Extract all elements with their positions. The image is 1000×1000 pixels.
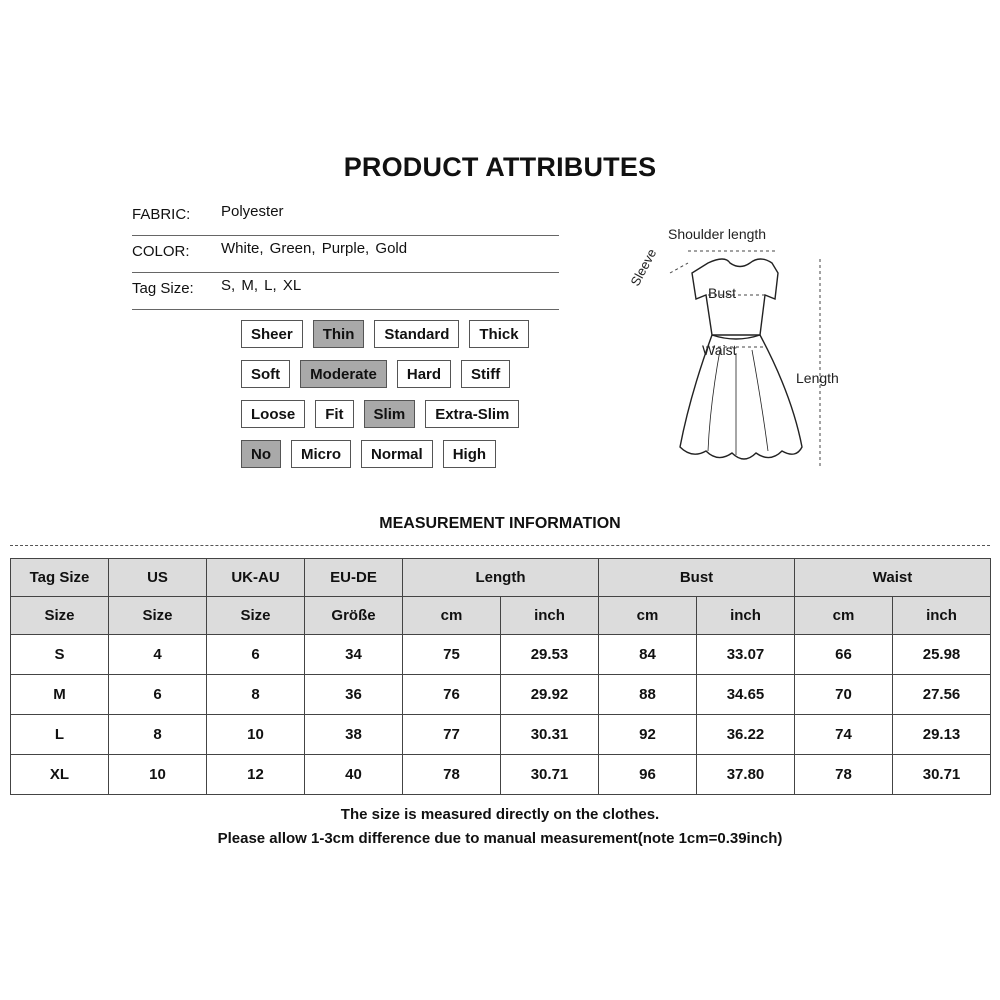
info-row-tag-size <box>132 272 559 310</box>
table-cell: 36.22 <box>697 715 795 755</box>
option-chip: Stiff <box>461 360 510 388</box>
table-cell: 10 <box>109 755 207 795</box>
table-body <box>11 635 991 795</box>
bust-label: Bust <box>708 285 737 301</box>
option-chip: High <box>443 440 496 468</box>
table-cell: 74 <box>795 715 893 755</box>
table-cell: 4 <box>109 635 207 675</box>
option-chip: Sheer <box>241 320 303 348</box>
sleeve-measure-line <box>670 263 688 273</box>
header-cell: Größe <box>305 597 403 635</box>
table-cell: 27.56 <box>893 675 991 715</box>
dress-skirt <box>680 335 802 459</box>
info-row-color <box>132 235 559 273</box>
header-cell: cm <box>403 597 501 635</box>
table-cell: 75 <box>403 635 501 675</box>
header-cell: US <box>109 559 207 597</box>
table-cell: 77 <box>403 715 501 755</box>
note-line: The size is measured directly on the clothes. <box>340 806 660 823</box>
header-cell: Bust <box>599 559 795 597</box>
info-label: COLOR: <box>132 243 190 260</box>
header-row-sub <box>11 597 991 635</box>
option-chip: Soft <box>241 360 290 388</box>
attr-options <box>241 440 496 468</box>
header-cell: cm <box>599 597 697 635</box>
header-cell: EU-DE <box>305 559 403 597</box>
dress-diagram <box>620 215 860 485</box>
table-cell: 76 <box>403 675 501 715</box>
measurement-table <box>10 558 991 795</box>
info-value: White, Green, Purple, Gold <box>221 240 408 257</box>
option-chip: Extra-Slim <box>425 400 519 428</box>
table-cell: 96 <box>599 755 697 795</box>
table-cell: 78 <box>795 755 893 795</box>
attr-options <box>241 400 519 428</box>
table-cell: L <box>11 715 109 755</box>
header-cell: inch <box>697 597 795 635</box>
table-cell: 34.65 <box>697 675 795 715</box>
table-cell: 33.07 <box>697 635 795 675</box>
table-cell: 37.80 <box>697 755 795 795</box>
table-cell: 12 <box>207 755 305 795</box>
info-value: S, M, L, XL <box>221 277 302 294</box>
table-cell: 10 <box>207 715 305 755</box>
info-label: Tag Size: <box>132 280 194 297</box>
table-cell: 29.13 <box>893 715 991 755</box>
table-cell: 6 <box>207 635 305 675</box>
skirt-folds <box>708 350 768 455</box>
table-cell: 66 <box>795 635 893 675</box>
header-cell: Length <box>403 559 599 597</box>
header-cell: Size <box>11 597 109 635</box>
dashed-divider <box>10 545 990 546</box>
table-cell: 78 <box>403 755 501 795</box>
option-chip: No <box>241 440 281 468</box>
table-row <box>11 755 991 795</box>
table-cell: 92 <box>599 715 697 755</box>
option-chip: Fit <box>315 400 353 428</box>
header-cell: Waist <box>795 559 991 597</box>
table-cell: 8 <box>207 675 305 715</box>
shoulder-label: Shoulder length <box>668 226 767 242</box>
table-cell: 38 <box>305 715 403 755</box>
header-cell: Tag Size <box>11 559 109 597</box>
info-row-fabric <box>132 198 559 236</box>
measurement-title: MEASUREMENT INFORMATION <box>379 515 621 532</box>
table-cell: 30.31 <box>501 715 599 755</box>
table-cell: 29.92 <box>501 675 599 715</box>
info-label: FABRIC: <box>132 206 191 223</box>
table-cell: XL <box>11 755 109 795</box>
option-chip: Slim <box>364 400 416 428</box>
page-title: PRODUCT ATTRIBUTES <box>343 152 657 182</box>
option-chip: Loose <box>241 400 305 428</box>
table-cell: 40 <box>305 755 403 795</box>
table-cell: 34 <box>305 635 403 675</box>
header-row-top <box>11 559 991 597</box>
header-cell: inch <box>893 597 991 635</box>
option-chip: Thin <box>313 320 365 348</box>
attr-options <box>241 360 510 388</box>
table-cell: 70 <box>795 675 893 715</box>
note-line: Please allow 1-3cm difference due to manual measurement(note 1cm=0.39inch) <box>217 830 783 847</box>
option-chip: Moderate <box>300 360 387 388</box>
table-cell: 30.71 <box>893 755 991 795</box>
table-header <box>11 559 991 635</box>
header-cell: inch <box>501 597 599 635</box>
header-cell: cm <box>795 597 893 635</box>
attr-options <box>241 320 529 348</box>
header-cell: UK-AU <box>207 559 305 597</box>
option-chip: Normal <box>361 440 433 468</box>
length-label: Length <box>796 370 839 386</box>
table-row <box>11 635 991 675</box>
table-cell: 8 <box>109 715 207 755</box>
option-chip: Standard <box>374 320 459 348</box>
table-row <box>11 715 991 755</box>
table-cell: 36 <box>305 675 403 715</box>
sleeve-label: Sleeve <box>627 246 660 289</box>
info-value: Polyester <box>221 203 284 220</box>
header-cell: Size <box>207 597 305 635</box>
table-cell: 30.71 <box>501 755 599 795</box>
option-chip: Hard <box>397 360 451 388</box>
table-cell: 6 <box>109 675 207 715</box>
table-row <box>11 675 991 715</box>
table-cell: 29.53 <box>501 635 599 675</box>
option-chip: Micro <box>291 440 351 468</box>
table-cell: 25.98 <box>893 635 991 675</box>
table-cell: 88 <box>599 675 697 715</box>
header-cell: Size <box>109 597 207 635</box>
waist-label: Waist <box>702 342 737 358</box>
option-chip: Thick <box>469 320 528 348</box>
table-cell: 84 <box>599 635 697 675</box>
table-cell: M <box>11 675 109 715</box>
table-cell: S <box>11 635 109 675</box>
